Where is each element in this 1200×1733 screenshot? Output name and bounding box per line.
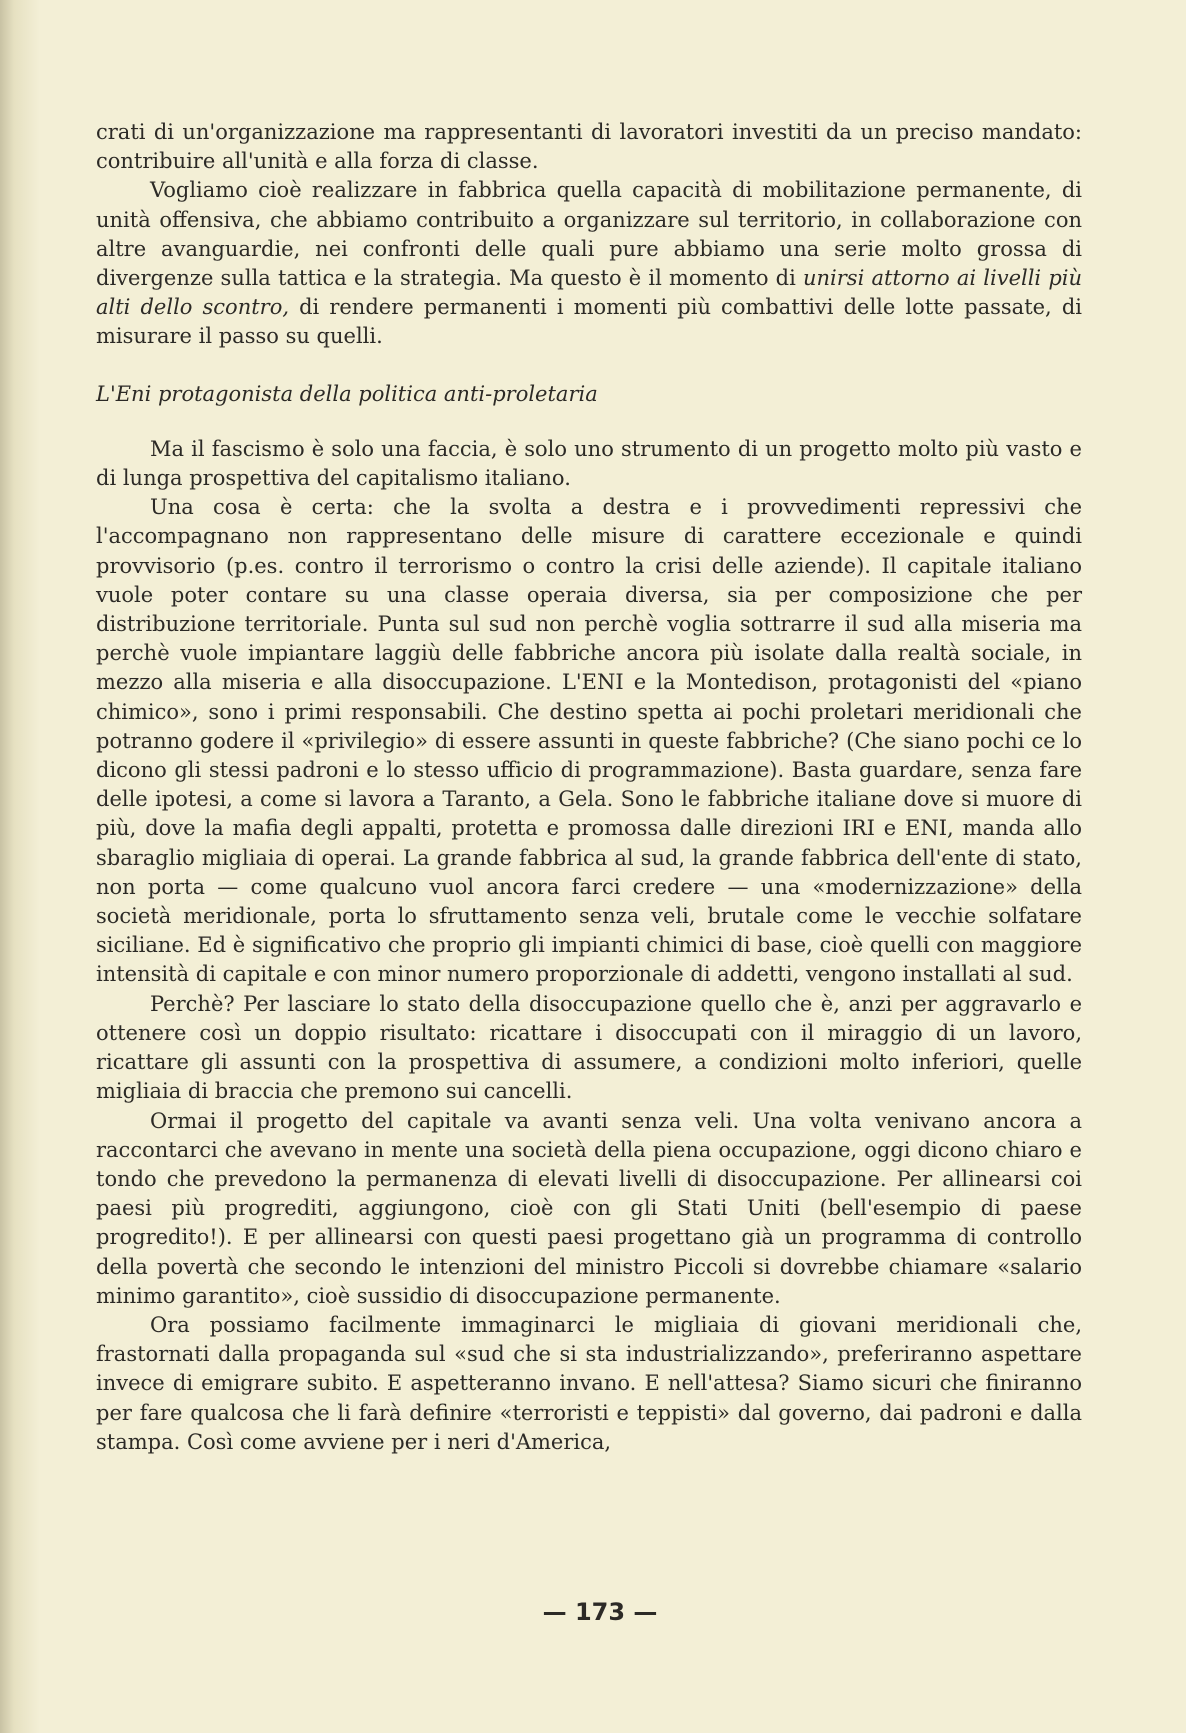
- paragraph-5: Perchè? Per lasciare lo stato della disoccupazione quello che è, anzi per aggravarlo e ottenere così un doppio risultato: ricattare i disoccupati con il miraggio di un lavoro, ricattare gli assunti con la prospettiva di assumere, a condizioni molto inferiori, quelle migliaia di braccia che premono sui cancelli.: [96, 991, 1082, 1104]
- paragraph-2-text-after: di rendere permanenti i momenti più combattivi delle lotte passate, di misurare il passo su quelli.: [96, 295, 1082, 349]
- paragraph-7: Ora possiamo facilmente immaginarci le migliaia di giovani meridionali che, frastornati dalla propaganda sul «sud che si sta industrializzando», preferiranno aspettare invece di emigrare subito. E aspetteranno invano. E nell'attesa? Siamo sicuri che finiranno per fare qualcosa che li farà definire «terroristi e teppisti» dal governo, dai padroni e dalla stampa. Così come avviene per i neri d'America,: [96, 1312, 1082, 1454]
- paragraph-6: Ormai il progetto del capitale va avanti senza veli. Una volta venivano ancora a raccontarci che avevano in mente una società della piena occupazione, oggi dicono chiaro e tondo che prevedono la permanenza di elevati livelli di disoccupazione. Per allinearsi coi paesi più progrediti, aggiungono, cioè con gli Stati Uniti (bell'esempio di paese progredito!). E per allinearsi con questi paesi progettano già un programma di controllo della povertà che secondo le intenzioni del ministro Piccoli si dovrebbe chiamare «salario minimo garantito», cioè sussidio di disoccupazione permanente.: [96, 1108, 1082, 1308]
- paragraph-4: Una cosa è certa: che la svolta a destra e i provvedimenti repressivi che l'accompagnano non rappresentano delle misure di carattere eccezionale e quindi provvisorio (p.es. contro il terrorismo o contro la crisi delle aziende). Il capitale italiano vuole poter contare su una classe operaia diversa, sia per composizione che per distribuzione territoriale. Punta sul sud non perchè voglia sottrarre il sud alla miseria ma perchè vuole impiantare laggiù delle fabbriche ancora più isolate dalla realtà sociale, in mezzo alla miseria e alla disoccupazione. L'ENI e la Montedison, protagonisti del «piano chimico», sono i primi responsabili. Che destino spetta ai pochi proletari meridionali che potranno godere il «privilegio» di essere assunti in queste fabbriche? (Che siano pochi ce lo dicono gli stessi padroni e lo stesso ufficio di programmazione). Basta guardare, senza fare delle ipotesi, a come si lavora a Taranto, a Gela. Sono le fabbriche italiane dove si muore di più, dove la mafia degli appalti, protetta e promossa dalle direzioni IRI e ENI, manda allo sbaraglio migliaia di operai. La grande fabbrica al sud, la grande fabbrica dell'ente di stato, non porta — come qualcuno vuol ancora farci credere — una «modernizzazione» della società meridionale, porta lo sfruttamento senza veli, brutale come le vecchie solfatare siciliane. Ed è significativo che proprio gli impianti chimici di base, cioè quelli con maggiore intensità di capitale e con minor numero proporzionale di addetti, vengono installati al sud.: [96, 495, 1082, 987]
- paragraph-3: Ma il fascismo è solo una faccia, è solo uno strumento di un progetto molto più vasto e di lunga prospettiva del capitalismo italiano.: [96, 436, 1082, 491]
- paragraph-2: [96, 176, 1082, 351]
- section-heading: L'Eni protagonista della politica anti-proletaria: [96, 381, 598, 406]
- paragraph-2-italic-phrase: unirsi attorno ai livelli più alti dello scontro,: [96, 266, 1083, 320]
- paragraph-2-text-before: Vogliamo cioè realizzare in fabbrica quella capacità di mobilitazione permanente, di unità offensiva, che abbiamo contribuito a organizzare sul territorio, in collaborazione con altre avanguardie, nei confronti delle quali pure abbiamo una serie molto grossa di divergenze sulla tattica e la strategia. Ma questo è il momento di: [96, 178, 1082, 291]
- page-number: — 173 —: [542, 1598, 658, 1626]
- body-text: [96, 118, 1082, 1457]
- paragraph-1: crati di un'organizzazione ma rappresentanti di lavoratori investiti da un preciso mandato: contribuire all'unità e alla forza di classe.: [96, 120, 1082, 174]
